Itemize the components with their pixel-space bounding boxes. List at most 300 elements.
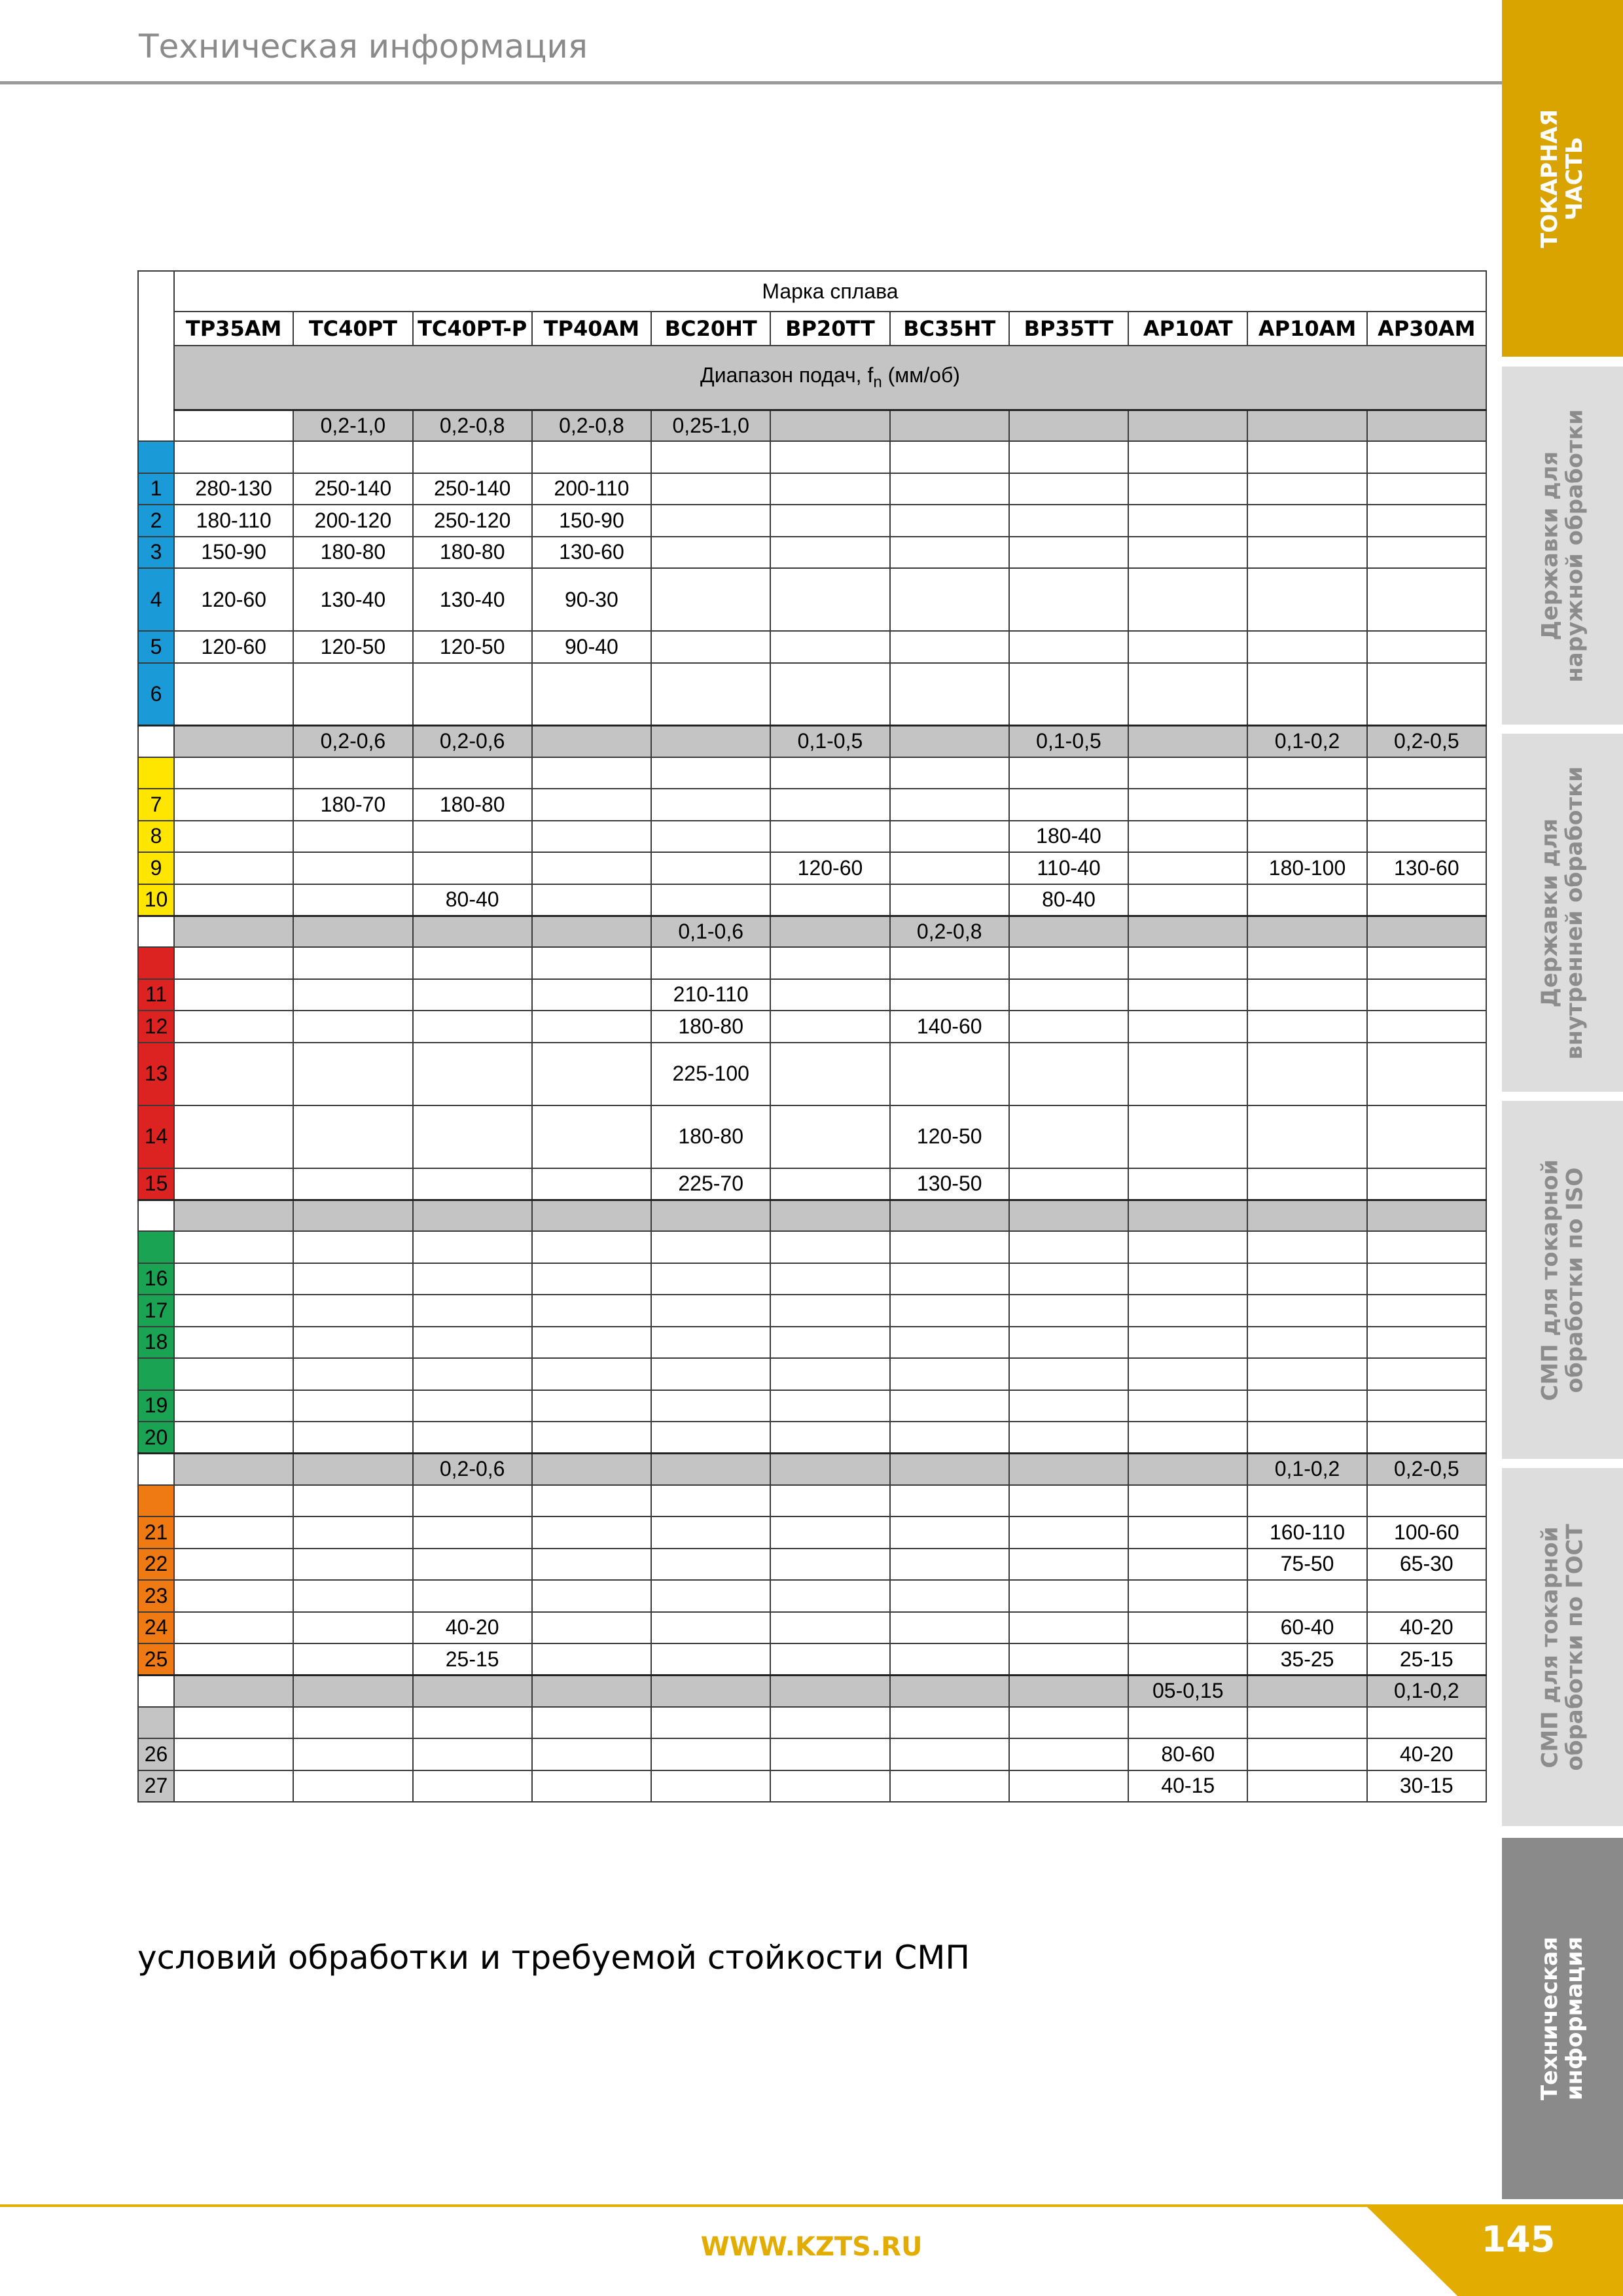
speed-cell xyxy=(293,947,412,979)
speed-cell xyxy=(1247,1580,1366,1612)
speed-cell xyxy=(1009,1643,1128,1676)
speed-cell xyxy=(1128,1105,1247,1168)
speed-cell xyxy=(1009,1105,1128,1168)
speed-cell xyxy=(1247,757,1366,789)
speed-cell xyxy=(532,947,651,979)
feed-range-cell xyxy=(293,1200,412,1231)
speed-cell xyxy=(174,663,293,726)
speed-cell xyxy=(651,1358,770,1390)
sidebar-tab-label xyxy=(1538,109,1588,247)
speed-cell xyxy=(770,884,889,916)
speed-cell xyxy=(293,1707,412,1739)
feed-range-row xyxy=(138,410,1486,441)
speed-cell xyxy=(293,821,412,853)
speed-cell xyxy=(1367,1011,1486,1043)
feed-range-row xyxy=(138,916,1486,947)
feed-range-index-cell xyxy=(138,1454,174,1485)
table-row xyxy=(138,789,1486,821)
speed-cell xyxy=(532,1295,651,1327)
speed-cell xyxy=(890,441,1009,473)
speed-cell xyxy=(413,441,532,473)
speed-cell xyxy=(1128,473,1247,505)
feed-range-cell xyxy=(174,916,293,947)
feed-range-cell xyxy=(1367,1200,1486,1231)
speed-cell xyxy=(890,537,1009,569)
speed-cell xyxy=(413,1105,532,1168)
speed-cell: 160-110 xyxy=(1247,1516,1366,1549)
speed-cell xyxy=(1128,1231,1247,1263)
speed-cell xyxy=(532,1738,651,1770)
speed-cell xyxy=(1367,1358,1486,1390)
feed-range-cell xyxy=(890,1454,1009,1485)
speed-cell xyxy=(413,1770,532,1803)
speed-cell xyxy=(1128,631,1247,663)
feed-range-cell xyxy=(770,410,889,441)
speed-cell xyxy=(413,821,532,853)
speed-cell xyxy=(532,1707,651,1739)
feed-range-cell xyxy=(890,1200,1009,1231)
speed-cell xyxy=(890,821,1009,853)
feed-range-cell xyxy=(1247,410,1366,441)
table-row xyxy=(138,1327,1486,1359)
material-index-cell xyxy=(138,1485,174,1517)
speed-cell xyxy=(890,1263,1009,1295)
feed-range-row xyxy=(138,1454,1486,1485)
speed-cell xyxy=(293,1358,412,1390)
feed-range-cell xyxy=(532,1200,651,1231)
material-index-cell: 2 xyxy=(138,505,174,537)
speed-cell xyxy=(890,1612,1009,1644)
material-index-cell: 24 xyxy=(138,1612,174,1644)
alloy-header-bc20ht: BC20HT xyxy=(651,312,770,346)
table-row xyxy=(138,821,1486,853)
feed-range-subscript: n xyxy=(873,373,882,391)
speed-cell xyxy=(293,1295,412,1327)
feed-range-cell xyxy=(770,1200,889,1231)
speed-cell xyxy=(293,852,412,884)
speed-cell: 60-40 xyxy=(1247,1612,1366,1644)
feed-range-cell xyxy=(1009,1200,1128,1231)
table-row xyxy=(138,1043,1486,1105)
speed-cell xyxy=(1367,663,1486,726)
feed-range-cell: 0,1-0,5 xyxy=(1009,726,1128,757)
speed-cell xyxy=(413,1549,532,1581)
feed-range-cell: 0,2-0,5 xyxy=(1367,1454,1486,1485)
speed-cell xyxy=(1009,1231,1128,1263)
alloy-header-tp35am: TP35AM xyxy=(174,312,293,346)
feed-range-cell xyxy=(1247,916,1366,947)
speed-cell: 180-70 xyxy=(293,789,412,821)
footnote-text: условий обработки и требуемой стойкости СМП xyxy=(137,1939,970,1977)
speed-cell xyxy=(890,1422,1009,1454)
speed-cell xyxy=(651,663,770,726)
speed-cell xyxy=(293,1043,412,1105)
feed-range-cell xyxy=(174,1676,293,1707)
feed-range-row xyxy=(138,1200,1486,1231)
feed-range-index-cell xyxy=(138,726,174,757)
feed-range-cell: 0,2-0,6 xyxy=(413,726,532,757)
speed-cell xyxy=(890,1043,1009,1105)
speed-cell: 120-60 xyxy=(174,568,293,631)
sidebar-tab-label-line: ЧАСТЬ xyxy=(1561,136,1588,221)
speed-cell xyxy=(890,663,1009,726)
speed-cell xyxy=(413,1516,532,1549)
speed-cell xyxy=(413,1231,532,1263)
speed-cell xyxy=(1128,505,1247,537)
alloy-header-ap10at: AP10AT xyxy=(1128,312,1247,346)
speed-cell xyxy=(1009,1295,1128,1327)
alloy-header-ap30am: AP30AM xyxy=(1367,312,1486,346)
feed-range-cell xyxy=(413,1200,532,1231)
feed-range-cell xyxy=(651,726,770,757)
speed-cell: 80-60 xyxy=(1128,1738,1247,1770)
speed-cell xyxy=(1128,789,1247,821)
speed-cell: 250-140 xyxy=(413,473,532,505)
speed-cell xyxy=(1247,884,1366,916)
speed-cell xyxy=(1247,1043,1366,1105)
alloy-header-bp35tt: BP35TT xyxy=(1009,312,1128,346)
speed-cell xyxy=(532,1390,651,1422)
speed-cell xyxy=(1367,537,1486,569)
speed-cell xyxy=(413,1738,532,1770)
material-index-cell: 22 xyxy=(138,1549,174,1581)
sidebar-tab-label-line: внутренней обработки xyxy=(1561,766,1588,1060)
speed-cell xyxy=(413,663,532,726)
speed-cell xyxy=(293,1105,412,1168)
speed-cell xyxy=(1247,1263,1366,1295)
speed-cell xyxy=(651,1263,770,1295)
speed-cell xyxy=(770,1707,889,1739)
feed-range-cell xyxy=(1367,410,1486,441)
speed-cell xyxy=(1009,1011,1128,1043)
speed-cell: 40-20 xyxy=(1367,1612,1486,1644)
speed-cell xyxy=(1009,441,1128,473)
speed-cell xyxy=(651,884,770,916)
speed-cell xyxy=(1367,1390,1486,1422)
speed-cell xyxy=(293,1011,412,1043)
feed-range-header xyxy=(174,346,1486,410)
speed-cell xyxy=(1128,821,1247,853)
sidebar-tab-label xyxy=(1538,1937,1588,2100)
speed-cell xyxy=(174,1485,293,1517)
speed-cell xyxy=(770,1168,889,1200)
feed-range-cell: 0,1-0,2 xyxy=(1247,1454,1366,1485)
speed-cell xyxy=(651,568,770,631)
table-row xyxy=(138,1643,1486,1676)
speed-cell: 180-80 xyxy=(293,537,412,569)
speed-cell xyxy=(651,1516,770,1549)
website-link[interactable]: WWW.KZTS.RU xyxy=(700,2232,923,2262)
speed-cell xyxy=(1247,1327,1366,1359)
speed-cell xyxy=(293,1549,412,1581)
feed-range-cell: 0,25-1,0 xyxy=(651,410,770,441)
feed-range-cell xyxy=(890,1676,1009,1707)
table-row xyxy=(138,1263,1486,1295)
speed-cell xyxy=(651,1422,770,1454)
speed-cell xyxy=(1128,1549,1247,1581)
speed-cell xyxy=(532,1612,651,1644)
speed-cell xyxy=(1247,505,1366,537)
speed-cell xyxy=(1367,821,1486,853)
sidebar-tab-label-line: информация xyxy=(1561,1936,1588,2101)
speed-cell xyxy=(890,1516,1009,1549)
feed-range-cell xyxy=(1128,726,1247,757)
speed-cell xyxy=(532,1358,651,1390)
speed-cell: 40-15 xyxy=(1128,1770,1247,1803)
material-index-cell: 5 xyxy=(138,631,174,663)
speed-cell xyxy=(174,1643,293,1676)
speed-cell xyxy=(770,1612,889,1644)
speed-cell xyxy=(1367,1327,1486,1359)
speed-cell xyxy=(413,1358,532,1390)
speed-cell xyxy=(890,1580,1009,1612)
material-index-cell: 6 xyxy=(138,663,174,726)
material-index-cell: 19 xyxy=(138,1390,174,1422)
table-row xyxy=(138,1738,1486,1770)
material-index-cell: 18 xyxy=(138,1327,174,1359)
speed-cell xyxy=(1367,1295,1486,1327)
material-index-cell xyxy=(138,947,174,979)
speed-cell xyxy=(651,1485,770,1517)
feed-range-cell xyxy=(1247,1200,1366,1231)
alloy-header-tc40pt: TC40PT xyxy=(293,312,412,346)
speed-cell xyxy=(413,979,532,1011)
speed-cell xyxy=(1128,1327,1247,1359)
table-row xyxy=(138,568,1486,631)
speed-cell xyxy=(293,1390,412,1422)
speed-cell: 40-20 xyxy=(1367,1738,1486,1770)
table-row xyxy=(138,473,1486,505)
feed-range-cell: 0,2-1,0 xyxy=(293,410,412,441)
speed-cell: 210-110 xyxy=(651,979,770,1011)
speed-cell: 120-60 xyxy=(770,852,889,884)
speed-cell: 40-20 xyxy=(413,1612,532,1644)
feed-range-cell xyxy=(293,916,412,947)
speed-cell xyxy=(1009,1327,1128,1359)
speed-cell xyxy=(293,663,412,726)
table-row xyxy=(138,1516,1486,1549)
speed-cell xyxy=(890,947,1009,979)
speed-cell xyxy=(651,1295,770,1327)
speed-cell xyxy=(890,884,1009,916)
speed-cell xyxy=(1367,473,1486,505)
speed-cell xyxy=(770,757,889,789)
table-row xyxy=(138,1549,1486,1581)
material-index-cell xyxy=(138,757,174,789)
feed-range-cell xyxy=(174,726,293,757)
material-index-cell: 4 xyxy=(138,568,174,631)
feed-range-cell xyxy=(651,1454,770,1485)
table-row xyxy=(138,1707,1486,1739)
speed-cell xyxy=(1128,1358,1247,1390)
speed-cell xyxy=(651,537,770,569)
sidebar-tab-4[interactable] xyxy=(1502,1101,1623,1459)
speed-cell xyxy=(1367,947,1486,979)
speed-cell xyxy=(1367,1168,1486,1200)
speed-cell xyxy=(890,789,1009,821)
speed-cell xyxy=(1367,631,1486,663)
speed-cell xyxy=(532,1516,651,1549)
table-row xyxy=(138,1770,1486,1803)
speed-cell xyxy=(413,947,532,979)
speed-cell xyxy=(890,1231,1009,1263)
speed-cell xyxy=(890,1358,1009,1390)
speed-cell xyxy=(1009,1580,1128,1612)
speed-cell xyxy=(1009,979,1128,1011)
speed-cell xyxy=(1247,568,1366,631)
feed-range-cell xyxy=(1009,1454,1128,1485)
material-index-cell: 26 xyxy=(138,1738,174,1770)
feed-range-cell xyxy=(1009,1676,1128,1707)
speed-cell xyxy=(532,1105,651,1168)
speed-cell xyxy=(770,947,889,979)
sidebar-tab-label xyxy=(1538,1159,1588,1401)
speed-cell xyxy=(174,947,293,979)
speed-cell xyxy=(770,473,889,505)
sidebar-tab-6[interactable] xyxy=(1502,1838,1623,2199)
table-corner-cell xyxy=(138,271,174,441)
speed-cell xyxy=(532,1580,651,1612)
material-index-cell: 3 xyxy=(138,537,174,569)
feed-range-cell xyxy=(1247,1676,1366,1707)
speed-cell xyxy=(890,1738,1009,1770)
speed-cell xyxy=(1247,821,1366,853)
sidebar-tab-label-line: СМП для токарной xyxy=(1537,1526,1563,1768)
speed-cell xyxy=(174,1390,293,1422)
speed-cell: 35-25 xyxy=(1247,1643,1366,1676)
speed-cell: 90-30 xyxy=(532,568,651,631)
feed-range-cell xyxy=(174,1200,293,1231)
speed-cell: 110-40 xyxy=(1009,852,1128,884)
sidebar-tab-3[interactable] xyxy=(1502,734,1623,1092)
speed-cell: 100-60 xyxy=(1367,1516,1486,1549)
speed-cell xyxy=(413,1168,532,1200)
speed-cell xyxy=(1367,1485,1486,1517)
speed-cell: 150-90 xyxy=(532,505,651,537)
feed-range-cell xyxy=(1128,410,1247,441)
speed-cell xyxy=(174,1516,293,1549)
sidebar-tab-2[interactable] xyxy=(1502,367,1623,725)
sidebar-tab-label-line: ТОКАРНАЯ xyxy=(1537,109,1563,248)
material-index-cell xyxy=(138,1231,174,1263)
speed-cell: 25-15 xyxy=(413,1643,532,1676)
speed-cell: 120-60 xyxy=(174,631,293,663)
speed-cell xyxy=(174,789,293,821)
speed-cell: 130-40 xyxy=(293,568,412,631)
sidebar-tab-label-line: Техническая xyxy=(1537,1937,1563,2100)
speed-cell xyxy=(651,1643,770,1676)
footer-divider xyxy=(0,2204,1381,2207)
sidebar-tab-label-line: наружной обработки xyxy=(1561,408,1588,683)
speed-cell xyxy=(890,979,1009,1011)
sidebar-tab-label-line: обработки по ISO xyxy=(1561,1167,1588,1393)
speed-cell xyxy=(890,1485,1009,1517)
table-row xyxy=(138,1231,1486,1263)
feed-range-cell: 0,2-0,5 xyxy=(1367,726,1486,757)
feed-range-cell xyxy=(293,1454,412,1485)
table-row xyxy=(138,1105,1486,1168)
sidebar-tab-1[interactable] xyxy=(1502,0,1623,357)
feed-range-cell xyxy=(1128,916,1247,947)
material-index-cell: 12 xyxy=(138,1011,174,1043)
speed-cell: 280-130 xyxy=(174,473,293,505)
speed-cell xyxy=(174,1168,293,1200)
speed-cell xyxy=(1009,1549,1128,1581)
feed-range-cell xyxy=(1128,1454,1247,1485)
speed-cell xyxy=(1367,1043,1486,1105)
table-row xyxy=(138,1580,1486,1612)
speed-cell xyxy=(1128,1390,1247,1422)
feed-range-index-cell xyxy=(174,410,293,441)
speed-cell xyxy=(1367,789,1486,821)
speed-cell xyxy=(1128,1516,1247,1549)
speed-cell xyxy=(1247,947,1366,979)
speed-cell xyxy=(890,1327,1009,1359)
feed-range-cell xyxy=(1009,410,1128,441)
speed-cell xyxy=(651,505,770,537)
speed-cell xyxy=(1009,1612,1128,1644)
feed-range-cell xyxy=(1009,916,1128,947)
feed-range-cell xyxy=(651,1200,770,1231)
speed-cell: 180-110 xyxy=(174,505,293,537)
speed-cell xyxy=(770,1358,889,1390)
speed-cell xyxy=(1367,757,1486,789)
speed-cell xyxy=(1247,1422,1366,1454)
sidebar-tab-label-line: СМП для токарной xyxy=(1537,1158,1563,1401)
speed-cell xyxy=(1367,441,1486,473)
feed-range-index-cell xyxy=(138,1676,174,1707)
speed-cell xyxy=(770,568,889,631)
sidebar-tab-label xyxy=(1538,409,1588,682)
speed-cell: 140-60 xyxy=(890,1011,1009,1043)
speed-cell xyxy=(770,505,889,537)
speed-cell xyxy=(651,1580,770,1612)
table-row xyxy=(138,505,1486,537)
speed-cell xyxy=(1247,663,1366,726)
speed-cell xyxy=(1009,663,1128,726)
speed-cell xyxy=(1009,1738,1128,1770)
speed-cell xyxy=(1009,505,1128,537)
speed-cell xyxy=(890,1549,1009,1581)
speed-cell xyxy=(1128,441,1247,473)
table-row xyxy=(138,1422,1486,1454)
table-row xyxy=(138,884,1486,916)
speed-cell xyxy=(770,1549,889,1581)
speed-cell xyxy=(293,884,412,916)
speed-cell xyxy=(413,1043,532,1105)
speed-cell xyxy=(174,1295,293,1327)
speed-cell xyxy=(293,1516,412,1549)
speed-cell xyxy=(532,1770,651,1803)
speed-cell xyxy=(1009,1358,1128,1390)
speed-cell xyxy=(890,1770,1009,1803)
speed-cell xyxy=(532,441,651,473)
speed-cell xyxy=(1128,1295,1247,1327)
speed-cell: 120-50 xyxy=(413,631,532,663)
speed-cell: 65-30 xyxy=(1367,1549,1486,1581)
speed-cell xyxy=(1009,1485,1128,1517)
material-index-cell: 20 xyxy=(138,1422,174,1454)
speed-cell xyxy=(174,1612,293,1644)
speed-cell xyxy=(174,1358,293,1390)
sidebar-tab-5[interactable] xyxy=(1502,1468,1623,1826)
speed-cell xyxy=(1247,1485,1366,1517)
speed-cell xyxy=(1009,947,1128,979)
speed-cell: 80-40 xyxy=(1009,884,1128,916)
speed-cell xyxy=(413,1263,532,1295)
speed-cell xyxy=(1009,631,1128,663)
feed-range-cell: 0,1-0,5 xyxy=(770,726,889,757)
